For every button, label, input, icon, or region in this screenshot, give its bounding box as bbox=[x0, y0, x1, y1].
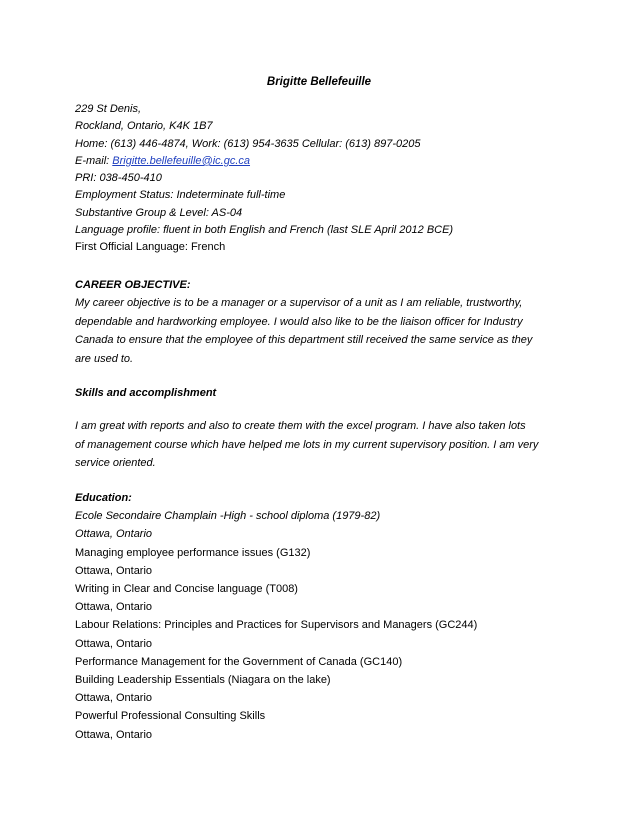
career-objective-text bbox=[75, 294, 575, 368]
contact-employment-status: Employment Status: Indeterminate full-time bbox=[75, 189, 286, 202]
skills-line: I am great with reports and also to create them with the excel program. I have also taken lots bbox=[75, 420, 526, 432]
career-objective-line: dependable and hardworking employee. I would also like to be the liaison officer for Industry bbox=[75, 315, 523, 328]
skills-line: service oriented. bbox=[75, 457, 156, 469]
contact-first-official-language: First Official Language: French bbox=[75, 241, 226, 254]
course-title: Writing in Clear and Concise language (T008) bbox=[75, 583, 298, 596]
contact-city: Rockland, Ontario, K4K 1B7 bbox=[75, 120, 213, 133]
email-link[interactable]: Brigitte.bellefeuille@ic.gc.ca bbox=[112, 154, 251, 167]
course-title: Labour Relations: Principles and Practices for Supervisors and Managers (GC244) bbox=[75, 619, 478, 632]
course-location: Ottawa, Ontario bbox=[75, 564, 153, 577]
career-objective-heading: CAREER OBJECTIVE: bbox=[75, 279, 191, 291]
course-location: Ottawa, Ontario bbox=[75, 601, 153, 614]
course-location: Ottawa, Ontario bbox=[75, 637, 153, 650]
contact-language-profile: Language profile: fluent in both English and French (last SLE April 2012 BCE) bbox=[75, 224, 454, 237]
skills-heading: Skills and accomplishment bbox=[75, 387, 217, 399]
skills-section bbox=[75, 385, 575, 402]
course-title: Building Leadership Essentials (Niagara on the lake) bbox=[75, 674, 331, 687]
education-heading: Education: bbox=[75, 492, 132, 504]
course-location: Ottawa, Ontario bbox=[75, 728, 153, 741]
course-title: Powerful Professional Consulting Skills bbox=[75, 710, 266, 723]
contact-pri: PRI: 038-450-410 bbox=[75, 172, 162, 185]
email-label: E-mail: bbox=[75, 154, 113, 167]
career-objective-line: are used to. bbox=[75, 352, 134, 365]
education-school: Ecole Secondaire Champlain -High - school diploma (1979-82) bbox=[75, 510, 381, 523]
career-objective-section bbox=[75, 277, 575, 368]
contact-substantive-group: Substantive Group & Level: AS-04 bbox=[75, 206, 243, 219]
contact-block bbox=[75, 101, 575, 257]
skills-line: of management course which have helped me lots in my current supervisory position. I am very bbox=[75, 438, 539, 451]
education-school-location: Ottawa, Ontario bbox=[75, 528, 153, 541]
education-section bbox=[75, 489, 575, 744]
skills-text bbox=[75, 417, 575, 473]
course-location: Ottawa, Ontario bbox=[75, 692, 153, 705]
career-objective-line: Canada to ensure that the employee of this department still received the same service as they bbox=[75, 334, 533, 347]
contact-street: 229 St Denis, bbox=[75, 103, 142, 115]
resume-name-heading: Brigitte Bellefeuille bbox=[266, 76, 372, 88]
course-title: Managing employee performance issues (G132) bbox=[75, 546, 311, 559]
contact-phones: Home: (613) 446-4874, Work: (613) 954-3635 Cellular: (613) 897-0205 bbox=[75, 137, 421, 150]
career-objective-line: My career objective is to be a manager or a supervisor of a unit as I am reliable, trustworthy, bbox=[75, 297, 523, 310]
course-title: Performance Management for the Government of Canada (GC140) bbox=[75, 655, 403, 668]
contact-email-row bbox=[75, 153, 575, 170]
